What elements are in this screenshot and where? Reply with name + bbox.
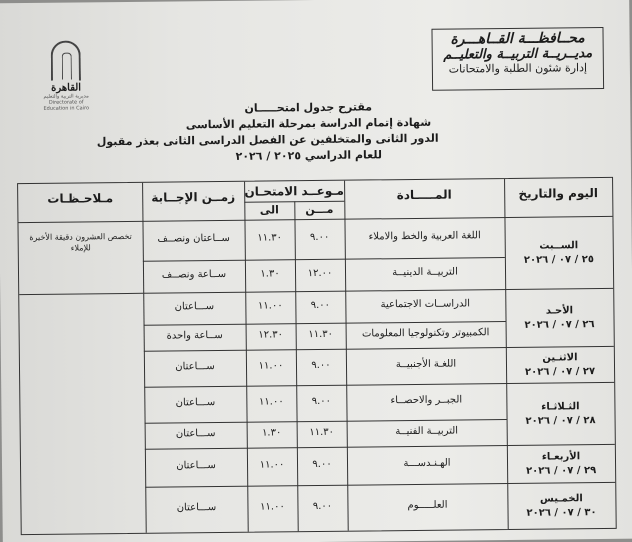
logo-subtitle: مديرية التربية والتعليم [43,93,89,100]
table-rule-horizontal [19,293,143,295]
title-line-1: مقترح جدول امتحـــــان [244,100,373,115]
day-name: الثـلاثـاء [541,401,580,413]
row-duration: ســاعة واحدة [166,329,223,342]
day-date: ٢٧ / ٠٧ / ٢٠٢٦ [524,366,596,378]
row-from-time: ٩.٠٠ [312,458,332,471]
header-to: الى [259,203,279,217]
row-to-time: ١.٣٠ [260,268,280,280]
logo-name: القاهرة [51,82,82,94]
row-to-time: ١١.٠٠ [258,360,284,372]
header-subject: المـــــادة [396,187,452,203]
table-rule-horizontal [145,444,615,450]
row-to-time: ١١.٠٠ [259,459,285,471]
title-line-4: للعام الدراسي ٢٠٢٥ / ٢٠٢٦ [235,148,383,163]
row-to-time: ١١.٠٠ [257,300,283,312]
header-from: مـــن [305,202,334,217]
header-notes: مـلاحـظـات [47,191,114,206]
row-subject: الهـنـدســـة [403,457,451,470]
day-date: ٢٩ / ٠٧ / ٢٠٢٦ [525,465,597,477]
cairo-logo [38,40,95,121]
row-subject: اللغـة الأجنبيــة [395,358,457,371]
table-rule-horizontal [145,419,507,424]
row-to-time: ١١.٠٠ [260,501,285,513]
row-subject: العلـــــوم [407,499,448,512]
row-to-time: ١١.٣٠ [257,232,283,244]
table-rule-horizontal [143,288,613,294]
row-duration: ســـاعتان [174,301,215,313]
day-date: ٢٥ / ٠٧ / ٢٠٢٦ [523,254,595,266]
directorate-name: مديــريــة التربيــة والتعليــم [443,46,593,63]
row-from-time: ٩.٠٠ [310,299,331,312]
row-from-time: ١٢.٠٠ [307,267,333,280]
document-titles [96,99,439,166]
row-to-time: ١١.٠٠ [258,396,284,408]
table-rule-horizontal [144,321,506,326]
department-name: إدارة شئون الطلبة والامتحانات [448,61,588,76]
title-line-2: شهادة إتمام الدراسة بمرحلة التعليم الأساسى [185,115,432,132]
table-rule-horizontal [144,382,614,388]
logo-subtitle-en: Directorate of Education in Cairo [43,99,90,112]
day-name: الأحـد [545,305,574,317]
row-duration: ســـاعتان [175,397,216,409]
row-to-time: ١٢.٣٠ [258,329,284,341]
governorate-name: محــافظـــة القــاهـــرة [450,30,585,48]
row-subject: الكمبيوتر وتكنولوجيا المعلومات [361,327,490,340]
notes-cell: تخصص العشرون دقيقة الأخيرة للإملاء [29,231,132,253]
row-duration: ســاعتان ونصــف [157,232,230,245]
arch-icon [51,40,81,80]
row-subject: الدراســات الاجتماعية [380,298,471,311]
header-day: اليوم والتاريخ [518,186,599,201]
day-date: ٢٨ / ٠٧ / ٢٠٢٦ [525,415,596,427]
day-name: الســبت [539,240,579,252]
row-to-time: ١.٣٠ [261,427,282,439]
day-name: الأربعـاء [541,451,581,463]
row-duration: ســـاعتان [175,428,216,440]
row-subject: التربيــة الدينيــة [392,266,458,279]
row-subject: اللغة العربية والخط والاملاء [368,230,481,243]
row-from-time: ٩.٠٠ [311,395,332,408]
table-rule-horizontal [18,216,612,223]
row-from-time: ٩.٠٠ [311,359,331,372]
row-from-time: ١١.٣٠ [309,426,335,439]
row-from-time: ٩.٠٠ [312,500,333,513]
row-duration: ســـاعتان [175,361,215,373]
day-name: الخمـيس [539,493,583,505]
directorate-header [431,27,604,91]
row-from-time: ١١.٣٠ [308,328,334,341]
exam-table [17,177,617,535]
day-date: ٢٦ / ٠٧ / ٢٠٢٦ [524,319,595,331]
header-exam-time: مـوعــد الامتحـان [244,183,344,199]
table-rule-horizontal [143,257,505,262]
row-duration: ســـاعتان [176,502,217,514]
row-duration: ســاعة ونصــف [161,268,227,281]
row-from-time: ٩.٠٠ [309,231,330,244]
row-subject: التربيــة الفنيــة [395,425,459,438]
table-rule-horizontal [145,482,615,488]
header-duration: زمــن الإجــابة [151,189,236,205]
day-name: الاثنـين [542,352,578,364]
row-duration: ســـاعتان [176,460,216,472]
row-subject: الجبــر والاحصــاء [390,394,463,407]
title-line-3: الدور الثانى والمتخلفين عن الفصل الدراسى الثانى بعذر مقبول [96,131,439,149]
day-date: ٣٠ / ٠٧ / ٢٠٢٦ [526,507,597,519]
